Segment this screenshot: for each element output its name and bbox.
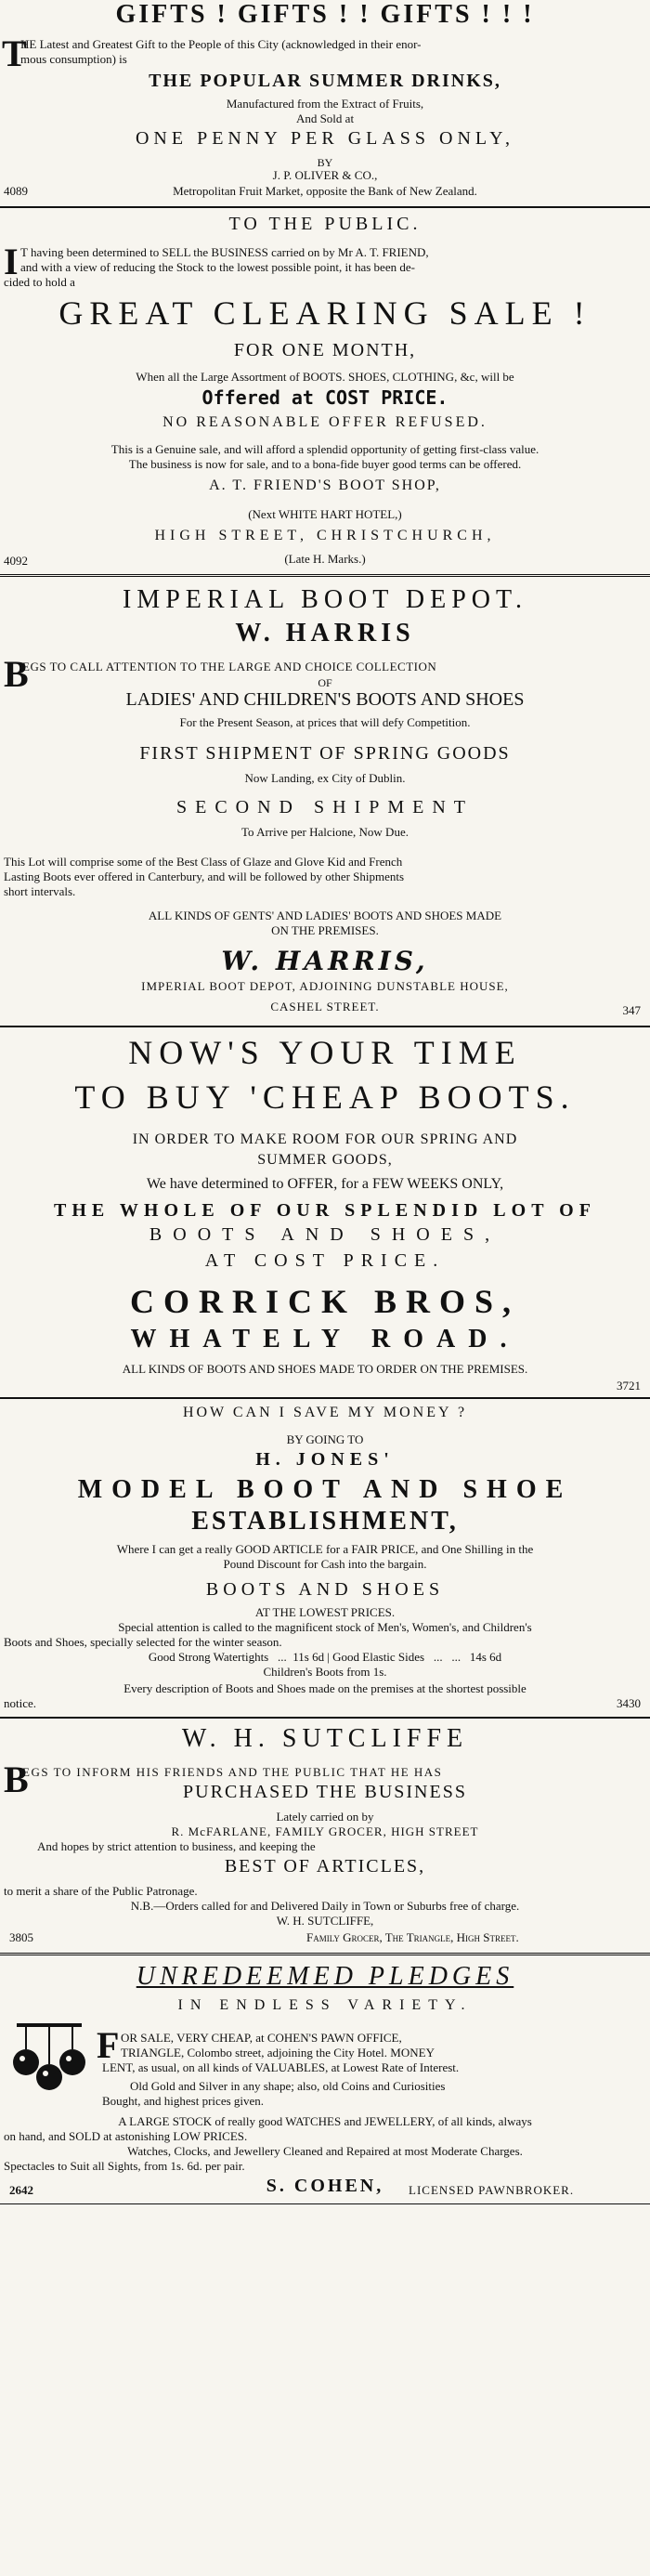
ad-number: 347 — [622, 1003, 641, 1017]
sutcliffe-begs: EGS TO INFORM HIS FRIENDS AND THE PUBLIC THAT HE HAS — [22, 1765, 443, 1779]
family-grocer: Family Grocer, The Triangle, High Street. — [306, 1930, 519, 1944]
cost-price-offer: Offered at COST PRICE. — [202, 386, 448, 409]
for-sale-3: LENT, as usual, on all kinds of VALUABLES, at Lowest Rate of Interest. — [102, 2060, 460, 2074]
high-street-christchurch: HIGH STREET, CHRISTCHURCH, — [154, 528, 496, 543]
at-cost-price: AT COST PRICE. — [204, 1250, 446, 1271]
ad-number: 2642 — [9, 2183, 33, 2197]
establishment: ESTABLISHMENT, — [191, 1507, 459, 1536]
s-cohen-signature: S. COHEN, — [266, 2176, 384, 2196]
made-to-order: ALL KINDS OF BOOTS AND SHOES MADE TO ORDER ON THE PREMISES. — [122, 1362, 528, 1376]
merit-share: to merit a share of the Public Patronage. — [4, 1884, 198, 1898]
dropcap-i: I — [4, 241, 19, 282]
ad-number: 3805 — [9, 1930, 33, 1944]
sold-at-text: And Sold at — [295, 111, 355, 125]
whole-of-our-lot: THE WHOLE OF OUR SPLENDID LOT OF — [54, 1200, 596, 1221]
clearing-sale-title: GREAT CLEARING SALE ! — [58, 294, 592, 332]
harris-begs: EGS TO CALL ATTENTION TO THE LARGE AND CHOICE COLLECTION — [22, 660, 437, 673]
ad-number: 3721 — [617, 1379, 641, 1393]
w-harris-logo: W. HARRIS, — [221, 946, 429, 976]
divider — [0, 1717, 650, 1719]
dropcap-f: F — [97, 2024, 120, 2066]
good-article-1: Where I can get a really GOOD ARTICLE for a FAIR PRICE, and One Shilling in the — [116, 1542, 534, 1556]
best-of-articles: BEST OF ARTICLES, — [224, 1856, 426, 1876]
one-month-text: FOR ONE MONTH, — [233, 340, 417, 360]
public-body-1: T having been determined to SELL the BUSINESS carried on by Mr A. T. FRIEND, — [20, 245, 429, 259]
cashel-street: CASHEL STREET. — [270, 1000, 380, 1013]
summer-drinks-title: THE POPULAR SUMMER DRINKS, — [149, 71, 501, 91]
no-offer-refused: NO REASONABLE OFFER REFUSED. — [162, 414, 488, 430]
manufactured-text: Manufactured from the Extract of Fruits, — [226, 97, 424, 111]
divider — [0, 574, 650, 577]
public-body-2: and with a view of reducing the Stock to the lowest possible point, it has been de- — [20, 260, 415, 274]
old-gold-2: Bought, and highest prices given. — [102, 2094, 265, 2108]
assortment-text: When all the Large Assortment of BOOTS. SHOES, CLOTHING, &c, will be — [136, 370, 514, 384]
watches-repaired: Watches, Clocks, and Jewellery Cleaned and Repaired at most Moderate Charges. — [127, 2144, 523, 2158]
sutcliffe-name: W. H. SUTCLIFFE — [181, 1724, 469, 1753]
h-jones-name: H. JONES' — [255, 1449, 395, 1470]
in-order-2: SUMMER GOODS, — [257, 1152, 393, 1168]
ad-number: 4089 — [4, 184, 28, 198]
divider — [0, 206, 650, 208]
large-stock-1: A LARGE STOCK of really good WATCHES and JEWELLERY, of all kinds, always — [118, 2114, 532, 2128]
dropcap-t: T — [2, 33, 27, 74]
corrick-bros: CORRICK BROS, — [129, 1283, 521, 1320]
endless-variety: IN ENDLESS VARIETY. — [177, 1997, 473, 2013]
dropcap-b: B — [4, 1759, 29, 1800]
vendor-name: J. P. OLIVER & CO., — [272, 168, 378, 182]
ad-number: 3430 — [617, 1696, 641, 1710]
ad-number: 4092 — [4, 554, 28, 568]
late-h-marks: (Late H. Marks.) — [284, 552, 366, 566]
special-attention-1: Special attention is called to the magnificent stock of Men's, Women's, and Children's — [118, 1620, 532, 1634]
friends-boot-shop: A. T. FRIEND'S BOOT SHOP, — [209, 477, 441, 493]
mcfarlane-grocer: R. McFARLANE, FAMILY GROCER, HIGH STREET — [171, 1824, 479, 1838]
every-description-1: Every description of Boots and Shoes made on the premises at the shortest possible — [124, 1681, 526, 1695]
unredeemed-pledges: UNREDEEMED PLEDGES — [136, 1962, 514, 1991]
to-public-heading: TO THE PUBLIC. — [228, 214, 422, 234]
whately-road: WHATELY ROAD. — [130, 1325, 520, 1353]
boots-and-shoes-jones: BOOTS AND SHOES — [205, 1579, 445, 1600]
purchased-business: PURCHASED THE BUSINESS — [183, 1782, 467, 1802]
for-sale-2: TRIANGLE, Colombo street, adjoining the City Hotel. MONEY — [121, 2046, 435, 2059]
spectacles: Spectacles to Suit all Sights, from 1s. 6d. per pair. — [4, 2159, 245, 2173]
pawnbroker-balls-icon — [7, 2021, 91, 2096]
gifts-intro-2: mous consumption) is — [20, 52, 127, 66]
genuine-sale-2: The business is now for sale, and to a bona-fide buyer good terms can be offered. — [128, 457, 522, 471]
gifts-intro-1: HE Latest and Greatest Gift to the People of this City (acknowledged in their enor- — [20, 37, 422, 51]
present-season: For the Present Season, at prices that will defy Competition. — [179, 715, 471, 729]
in-order-1: IN ORDER TO MAKE ROOM FOR OUR SPRING AND — [132, 1131, 518, 1147]
penny-per-glass: ONE PENNY PER GLASS ONLY, — [135, 128, 515, 149]
depot-address: IMPERIAL BOOT DEPOT, ADJOINING DUNSTABLE HOUSE, — [141, 979, 509, 993]
lot-text-1: This Lot will comprise some of the Best Class of Glaze and Glove Kid and French — [4, 855, 403, 869]
lot-text-3: short intervals. — [4, 884, 76, 898]
next-white-hart: (Next WHITE HART HOTEL,) — [248, 507, 402, 521]
imperial-boot-depot: IMPERIAL BOOT DEPOT. — [122, 585, 528, 614]
arrive-halcione: To Arrive per Halcione, Now Due. — [241, 825, 409, 839]
for-sale-1: OR SALE, VERY CHEAP, at COHEN'S PAWN OFFICE, — [121, 2031, 402, 2045]
second-shipment: SECOND SHIPMENT — [176, 797, 474, 817]
gifts-headline: GIFTS ! GIFTS ! ! GIFTS ! ! ! — [115, 0, 535, 29]
of-text: OF — [318, 676, 332, 689]
genuine-sale-1: This is a Genuine sale, and will afford a splendid opportunity of getting first-class value. — [110, 442, 540, 456]
ladies-childrens-boots: LADIES' AND CHILDREN'S BOOTS AND SHOES — [125, 689, 525, 710]
model-boot-shoe: MODEL BOOT AND SHOE — [77, 1475, 573, 1504]
divider — [0, 2203, 650, 2204]
to-buy-cheap-boots: TO BUY 'CHEAP BOOTS. — [74, 1079, 576, 1116]
nows-your-time: NOW'S YOUR TIME — [128, 1034, 522, 1071]
by-text: BY — [317, 156, 333, 169]
public-body-3: cided to hold a — [4, 275, 75, 289]
large-stock-2: on hand, and SOLD at astonishing LOW PRICES. — [4, 2129, 248, 2143]
boots-and-shoes: BOOTS AND SHOES, — [149, 1224, 501, 1245]
divider — [0, 1026, 650, 1027]
vendor-address: Metropolitan Fruit Market, opposite the Bank of New Zealand. — [173, 184, 477, 198]
first-shipment: FIRST SHIPMENT OF SPRING GOODS — [139, 743, 511, 764]
special-attention-2: Boots and Shoes, specially selected for the winter season. — [4, 1635, 282, 1649]
divider — [0, 1953, 650, 1955]
good-article-2: Pound Discount for Cash into the bargain. — [223, 1557, 427, 1571]
now-landing: Now Landing, ex City of Dublin. — [244, 771, 406, 785]
orders-note: N.B.—Orders called for and Delivered Daily in Town or Suburbs free of charge. — [130, 1899, 520, 1913]
save-money-question: HOW CAN I SAVE MY MONEY ? — [182, 1405, 468, 1420]
old-gold-1: Old Gold and Silver in any shape; also, old Coins and Curiosities — [130, 2079, 446, 2093]
all-kinds-1: ALL KINDS OF GENTS' AND LADIES' BOOTS AND SHOES MADE — [148, 909, 502, 922]
childrens-boots: Children's Boots from 1s. — [263, 1665, 387, 1679]
lot-text-2: Lasting Boots ever offered in Canterbury, and will be followed by other Shipments — [4, 870, 405, 883]
price-list: Good Strong Watertights ... 11s 6d | Good Elastic Sides ... ... 14s 6d — [148, 1650, 502, 1664]
we-have-determined: We have determined to OFFER, for a FEW WEEKS ONLY, — [146, 1176, 504, 1192]
divider — [0, 1397, 650, 1399]
sutcliffe-signature: W. H. SUTCLIFFE, — [276, 1914, 374, 1928]
dropcap-b: B — [4, 653, 29, 695]
licensed-pawnbroker: LICENSED PAWNBROKER. — [409, 2183, 575, 2197]
all-kinds-2: ON THE PREMISES. — [271, 923, 379, 937]
w-harris-name: W. HARRIS — [235, 619, 415, 647]
lately-carried: Lately carried on by — [276, 1810, 374, 1824]
hopes-text: And hopes by strict attention to business, and keeping the — [37, 1839, 316, 1853]
lowest-prices: AT THE LOWEST PRICES. — [254, 1605, 396, 1619]
by-going-to: BY GOING TO — [286, 1432, 364, 1446]
every-description-2: notice. — [4, 1696, 37, 1710]
